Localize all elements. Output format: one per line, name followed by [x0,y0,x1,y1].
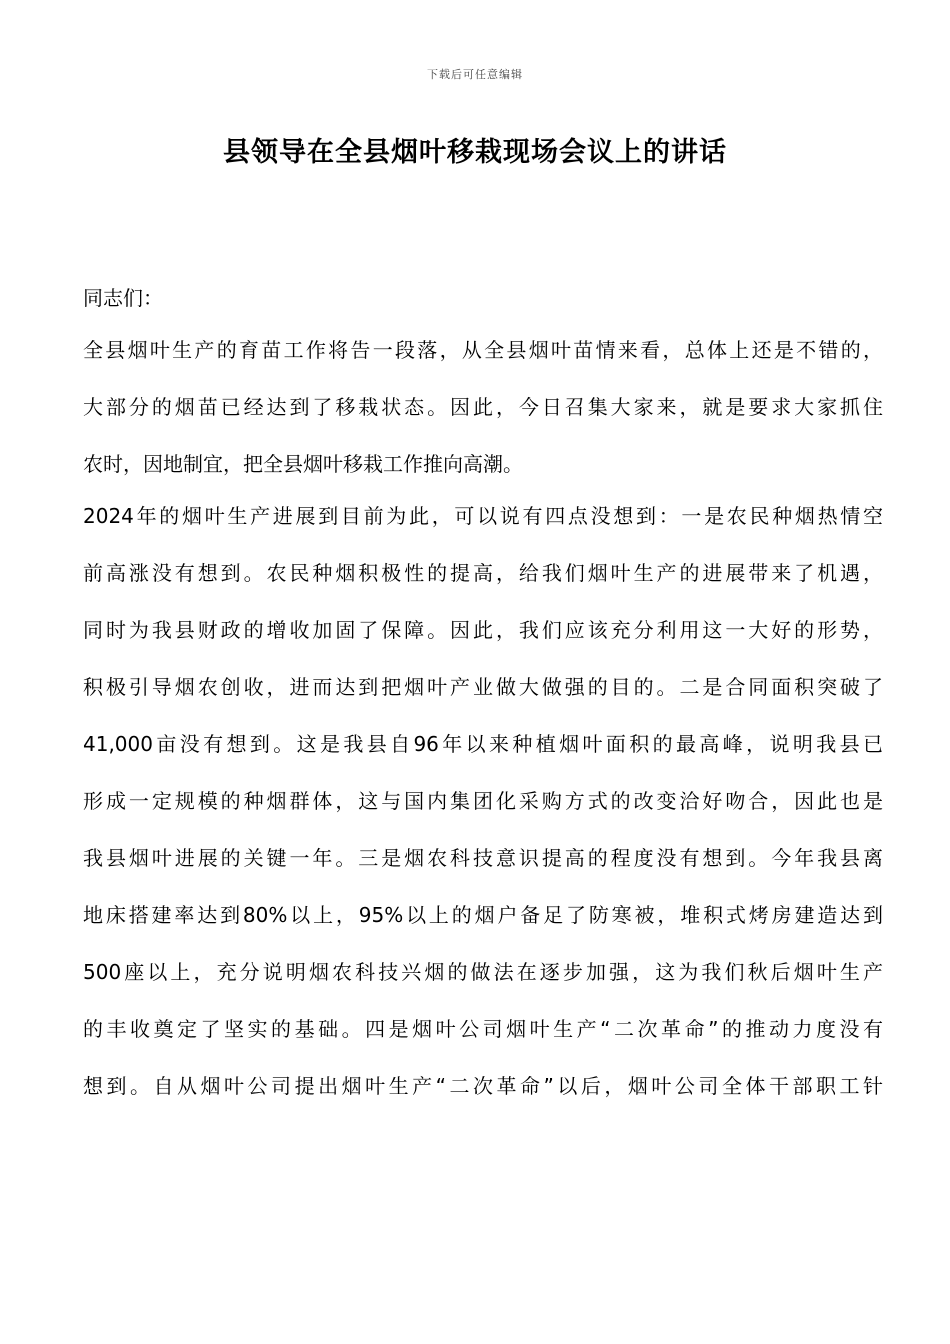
salutation-line: 同志们： [83,286,163,310]
body-line: 全县烟叶生产的育苗工作将告一段落，从全县烟叶苗情来看，总体上还是不错的， [83,338,883,362]
header-note: 下载后可任意编辑 [427,68,523,81]
document-title: 县领导在全县烟叶移栽现场会议上的讲话 [223,137,727,168]
body-line: 同时为我县财政的增收加固了保障。因此，我们应该充分利用这一大好的形势， [83,618,883,642]
body-line: 前高涨没有想到。农民种烟积极性的提高，给我们烟叶生产的进展带来了机遇， [83,561,883,585]
body-line: 我县烟叶进展的关键一年。三是烟农科技意识提高的程度没有想到。今年我县离 [83,846,883,870]
body-line: 2024年的烟叶生产进展到目前为此，可以说有四点没想到：一是农民种烟热情空 [83,504,883,528]
body-line: 的丰收奠定了坚实的基础。四是烟叶公司烟叶生产“二次革命”的推动力度没有 [83,1017,883,1041]
document-body [83,282,883,1127]
body-line: 地床搭建率达到80%以上，95%以上的烟户备足了防寒被，堆积式烤房建造达到 [83,903,883,927]
body-line: 500座以上，充分说明烟农科技兴烟的做法在逐步加强，这为我们秋后烟叶生产 [83,960,883,984]
body-line: 41,000亩没有想到。这是我县自96年以来种植烟叶面积的最高峰，说明我县已 [83,732,883,756]
body-line: 农时，因地制宜，把全县烟叶移栽工作推向高潮。 [83,452,523,476]
body-line: 形成一定规模的种烟群体，这与国内集团化采购方式的改变洽好吻合，因此也是 [83,789,883,813]
body-line: 大部分的烟苗已经达到了移栽状态。因此，今日召集大家来，就是要求大家抓住 [83,395,883,419]
body-line: 积极引导烟农创收，进而达到把烟叶产业做大做强的目的。二是合同面积突破了 [83,675,883,699]
body-line: 想到。自从烟叶公司提出烟叶生产“二次革命”以后，烟叶公司全体干部职工针 [83,1074,883,1098]
